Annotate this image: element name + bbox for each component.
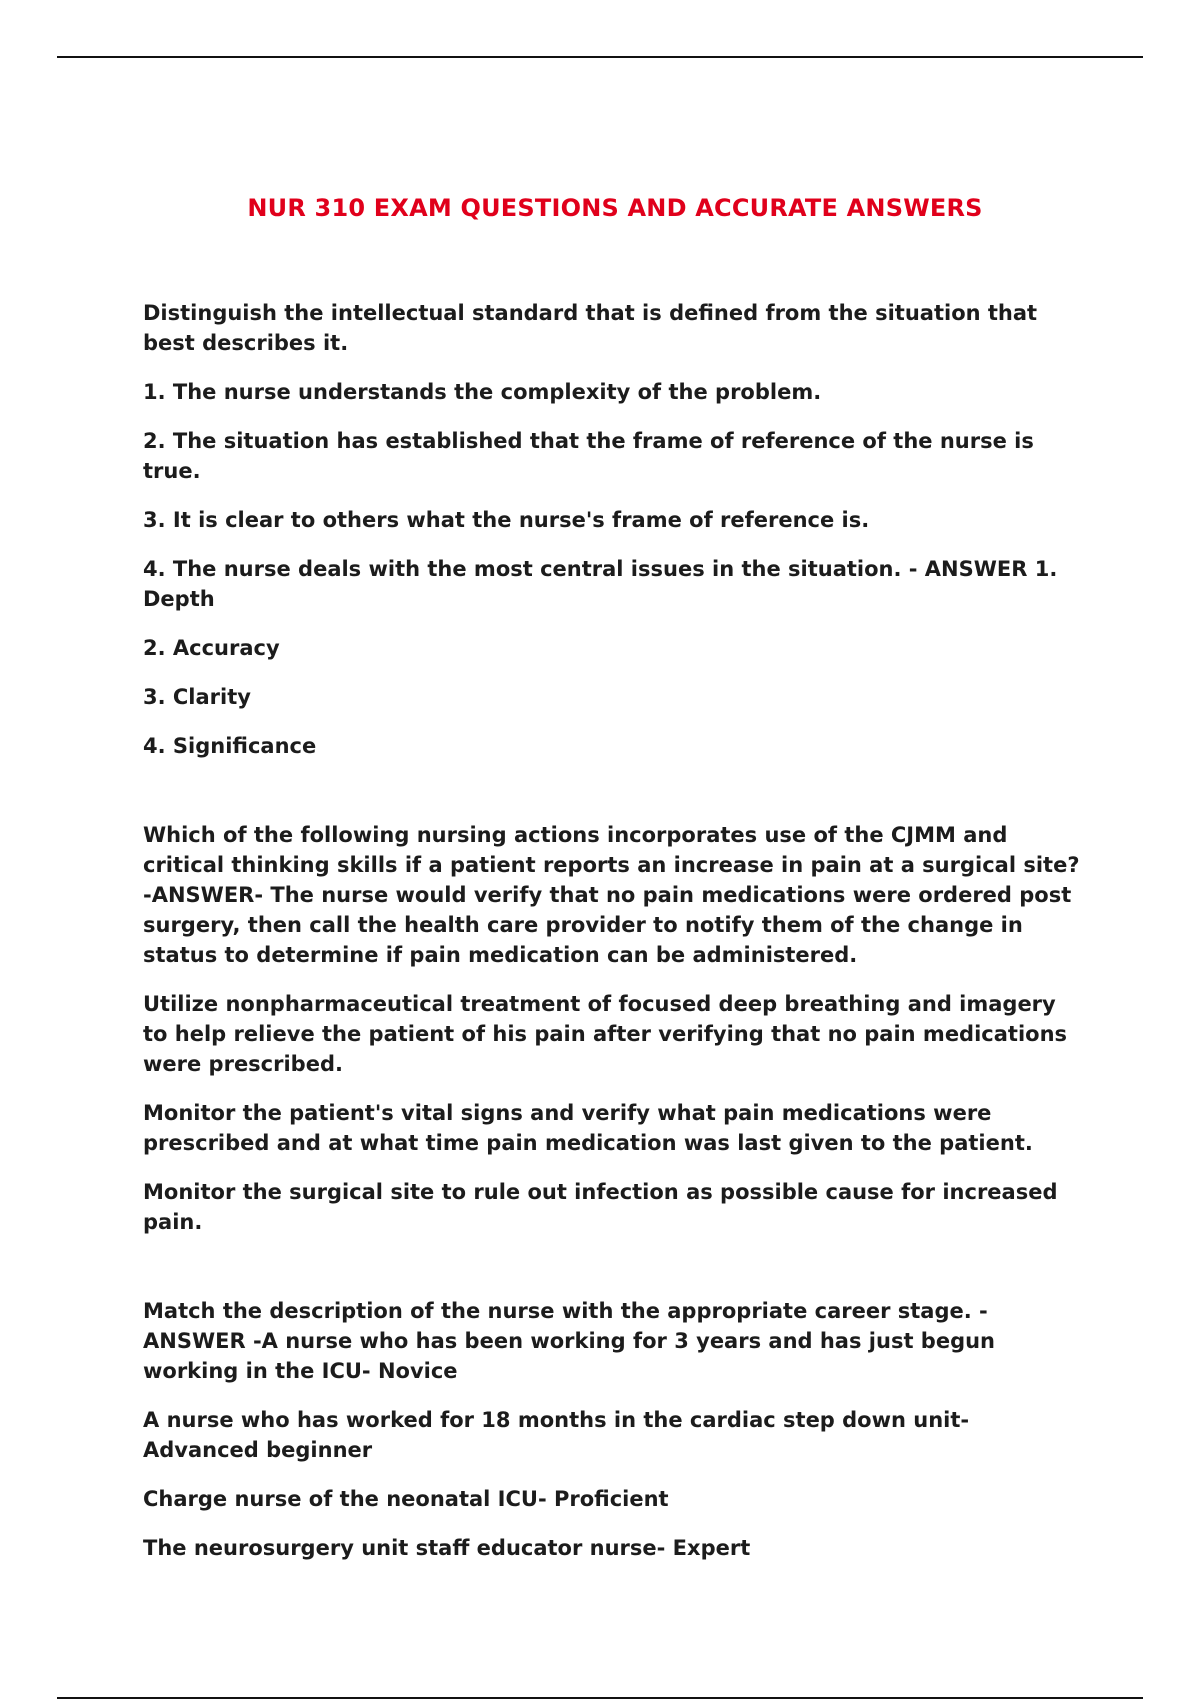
answer-item: A nurse who has worked for 18 months in the cardiac step down unit- Advanced beginner — [143, 1408, 970, 1462]
question-block-1 — [143, 298, 1083, 761]
answer-item: 2. Accuracy — [143, 636, 280, 660]
answer-item: 3. Clarity — [143, 685, 251, 709]
header-rule — [57, 56, 1143, 58]
answer-item: Monitor the surgical site to rule out infection as possible cause for increased pain. — [143, 1180, 1058, 1234]
question-text: Match the description of the nurse with the appropriate career stage. - ANSWER -A nurse who has been working for 3 years and has just begun working in the ICU- Novice — [143, 1299, 995, 1383]
question-option-answer: 4. The nurse deals with the most central issues in the situation. - ANSWER 1. Depth — [143, 557, 1058, 611]
answer-item: The neurosurgery unit staff educator nurse- Expert — [143, 1536, 751, 1560]
answer-item: Monitor the patient's vital signs and verify what pain medications were prescribed and at what time pain medication was last given to the patient. — [143, 1101, 1033, 1155]
question-text: Distinguish the intellectual standard that is defined from the situation that best describes it. — [143, 301, 1038, 355]
answer-item: Utilize nonpharmaceutical treatment of focused deep breathing and imagery to help relieve the patient of his pain after verifying that no pain medications were prescribed. — [143, 992, 1068, 1076]
answer-item: Charge nurse of the neonatal ICU- Proficient — [143, 1487, 669, 1511]
document-body — [143, 298, 1083, 1582]
question-option: 2. The situation has established that the frame of reference of the nurse is true. — [143, 429, 1034, 483]
question-block-2 — [143, 820, 1083, 1237]
answer-item: 4. Significance — [143, 734, 317, 758]
footer-rule — [57, 1697, 1143, 1699]
question-text: Which of the following nursing actions incorporates use of the CJMM and critical thinking skills if a patient reports an increase in pain at a surgical site? -ANSWER- The nurse would verify that no pain medications were ordered post surgery, then call the health care provider to notify them of the change in status to determine if pain medication can be administered. — [143, 823, 1080, 967]
question-block-3 — [143, 1296, 1083, 1563]
document-title: NUR 310 EXAM QUESTIONS AND ACCURATE ANSWERS — [247, 194, 983, 222]
question-option: 1. The nurse understands the complexity of the problem. — [143, 380, 822, 404]
question-option: 3. It is clear to others what the nurse's frame of reference is. — [143, 508, 870, 532]
